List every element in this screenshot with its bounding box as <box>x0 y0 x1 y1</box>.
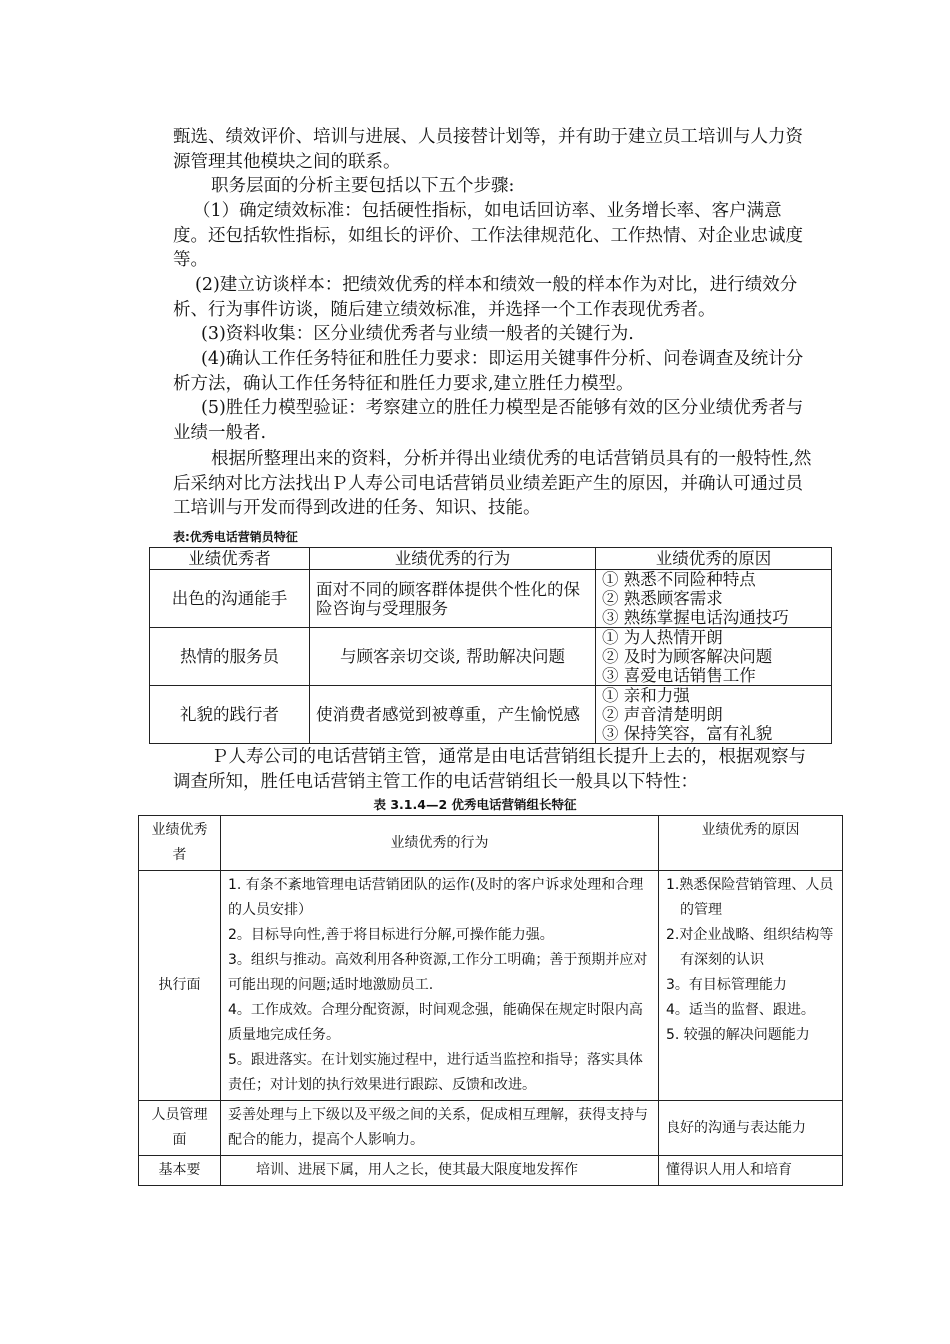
table-row <box>150 628 832 686</box>
reason-cell: 懂得识人用人和培育 <box>659 1156 843 1186</box>
paragraph-step-4: (4)确认工作任务特征和胜任力要求：即运用关键事件分析、问卷调查及统计分析方法，确认工作任务特征和胜任力要求,建立胜任力模型。 <box>173 349 804 394</box>
paragraph-intro: 甄选、绩效评价、培训与进展、人员接替计划等，并有助于建立员工培训与人力资源管理其他模块之间的联系。 <box>173 127 803 172</box>
reason-cell <box>596 570 832 628</box>
behavior-item: 1. 有条不紊地管理电话营销团队的运作(及时的客户诉求处理和合理的人员安排） <box>228 877 644 918</box>
table-header-cell: 业绩优秀的原因 <box>596 548 832 570</box>
table-row <box>139 1101 843 1156</box>
behavior-item: 3。组织与推动。高效利用各种资源,工作分工明确；善于预期并应对可能出现的问题;适时地激励员工. <box>228 952 648 993</box>
performer-cell: 礼貌的践行者 <box>150 686 310 744</box>
paragraph-steps-heading: 职务层面的分析主要包括以下五个步骤: <box>211 176 515 196</box>
reason-item: ① 为人热情开朗 <box>602 628 723 647</box>
paragraph-analysis: 根据所整理出来的资料，分析并得出业绩优秀的电话营销员具有的一般特性,然后采纳对比方法找出Ｐ人寿公司电话营销员业绩差距产生的原因，并确认可通过员工培训与开发而得到改进的任务、知识、技能。 <box>173 449 812 519</box>
reason-item: ① 亲和力强 <box>602 686 690 705</box>
table2-caption: 表 3.1.4—2 优秀电话营销组长特征 <box>373 797 577 812</box>
behavior-cell: 使消费者感觉到被尊重，产生愉悦感 <box>310 686 596 744</box>
behavior-cell: 妥善处理与上下级以及平级之间的关系，促成相互理解，获得支持与配合的能力，提高个人影响力。 <box>221 1101 659 1156</box>
paragraph-step-1: （1）确定绩效标准：包括硬性指标，如电话回访率、业务增长率、客户满意度。还包括软性指标，如组长的评价、工作法律规范化、工作热情、对企业忠诚度等。 <box>173 201 803 271</box>
behavior-item: 2。目标导向性,善于将目标进行分解,可操作能力强。 <box>228 927 554 943</box>
performer-cell: 基本要 <box>139 1156 221 1186</box>
performer-cell: 执行面 <box>139 871 221 1101</box>
table-row <box>150 686 832 744</box>
paragraph-supervisor: Ｐ人寿公司的电话营销主管，通常是由电话营销组长提升上去的，根据观察与调查所知，胜任电话营销主管工作的电话营销组长一般具以下特性： <box>173 747 806 792</box>
reason-item: 5. 较强的解决问题能力 <box>666 1027 810 1043</box>
performer-cell: 热情的服务员 <box>150 628 310 686</box>
reason-cell <box>596 628 832 686</box>
paragraph-step-5: (5)胜任力模型验证：考察建立的胜任力模型是否能够有效的区分业绩优秀者与业绩一般者. <box>173 398 804 443</box>
table-row <box>139 871 843 1101</box>
table-header-cell: 业绩优秀的行为 <box>310 548 596 570</box>
reason-cell: 良好的沟通与表达能力 <box>659 1101 843 1156</box>
reason-item: ③ 熟练掌握电话沟通技巧 <box>602 608 789 627</box>
behavior-cell: 与顾客亲切交谈, 帮助解决问题 <box>310 628 596 686</box>
table-row <box>139 1156 843 1186</box>
reason-cell <box>596 686 832 744</box>
salesperson-traits-table <box>149 547 832 744</box>
table-row <box>150 570 832 628</box>
reason-item: ③ 保持笑容，富有礼貌 <box>602 724 773 743</box>
behavior-cell: 培训、进展下属，用人之长，使其最大限度地发挥作 <box>221 1156 659 1186</box>
reason-item: 4。适当的监督、跟进。 <box>666 1002 815 1018</box>
behavior-cell <box>221 871 659 1101</box>
reason-item: ② 声音清楚明朗 <box>602 705 723 724</box>
reason-item: 1.熟悉保险营销管理、人员的管理 <box>666 877 834 918</box>
team-leader-traits-table <box>138 815 843 1186</box>
table-header-cell: 业绩优秀的行为 <box>221 816 659 871</box>
table-header-row <box>150 548 832 570</box>
reason-item: ③ 喜爱电话销售工作 <box>602 666 756 685</box>
reason-item: 2.对企业战略、组织结构等有深刻的认识 <box>666 927 834 968</box>
reason-item: ② 及时为顾客解决问题 <box>602 647 773 666</box>
reason-item: 3。有目标管理能力 <box>666 977 787 993</box>
table-header-row <box>139 816 843 871</box>
paragraph-step-2: (2)建立访谈样本：把绩效优秀的样本和绩效一般的样本作为对比，进行绩效分析、行为事件访谈，随后建立绩效标准，并选择一个工作表现优秀者。 <box>173 275 798 320</box>
reason-item: ② 熟悉顾客需求 <box>602 589 723 608</box>
performer-cell: 出色的沟通能手 <box>150 570 310 628</box>
table1-caption: 表:优秀电话营销员特征 <box>173 530 298 544</box>
table-header-cell: 业绩优秀者 <box>150 548 310 570</box>
performer-cell: 人员管理面 <box>139 1101 221 1156</box>
table-header-cell: 业绩优秀者 <box>139 816 221 871</box>
reason-cell <box>659 871 843 1101</box>
behavior-item: 5。跟进落实。在计划实施过程中，进行适当监控和指导；落实具体责任；对计划的执行效果进行跟踪、反馈和改进。 <box>228 1052 643 1093</box>
paragraph-step-3: (3)资料收集：区分业绩优秀者与业绩一般者的关键行为. <box>201 324 634 344</box>
table-header-cell: 业绩优秀的原因 <box>659 816 843 871</box>
reason-item: ① 熟悉不同险种特点 <box>602 570 756 589</box>
behavior-cell: 面对不同的顾客群体提供个性化的保险咨询与受理服务 <box>310 570 596 628</box>
behavior-item: 4。工作成效。合理分配资源，时间观念强，能确保在规定时限内高质量地完成任务。 <box>228 1002 643 1043</box>
